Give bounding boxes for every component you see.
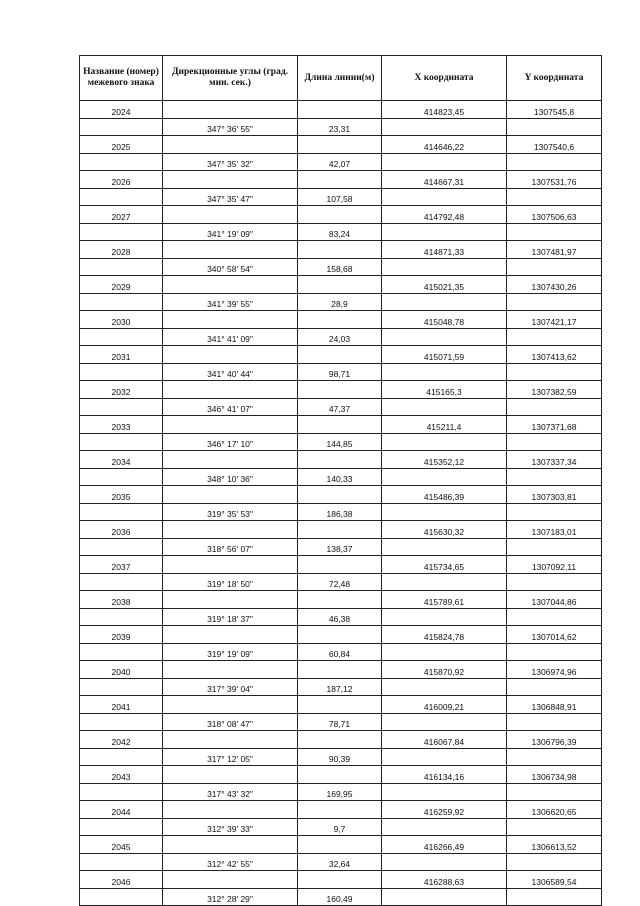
marker-name-cell-empty [80,783,163,801]
direction-angle-cell: 317° 12' 05" [163,748,298,766]
line-length-cell: 83,24 [298,223,382,241]
table-row-point [80,871,602,889]
x-coordinate-cell-empty [382,468,507,486]
table-row-point [80,206,602,224]
angle-cell-empty [163,451,298,469]
table-row-point [80,626,602,644]
angle-cell-empty [163,416,298,434]
angle-cell-empty [163,696,298,714]
direction-angle-cell: 347° 35' 47" [163,188,298,206]
y-coordinate-cell: 1307481,97 [507,241,602,259]
table-row-segment [80,678,602,696]
direction-angle-cell: 317° 39' 04" [163,678,298,696]
table-row-point [80,486,602,504]
length-cell-empty [298,276,382,294]
angle-cell-empty [163,101,298,119]
line-length-cell: 98,71 [298,363,382,381]
line-length-cell: 158,68 [298,258,382,276]
marker-name-cell-empty [80,678,163,696]
table-body [80,101,602,906]
x-coordinate-cell-empty [382,398,507,416]
direction-angle-cell: 348° 10' 36" [163,468,298,486]
y-coordinate-cell: 1307371,68 [507,416,602,434]
y-coordinate-cell-empty [507,888,602,906]
marker-name-cell-empty [80,888,163,906]
direction-angle-cell: 312° 39' 33" [163,818,298,836]
line-length-cell: 28,9 [298,293,382,311]
x-coordinate-cell-empty [382,818,507,836]
table-row-point [80,801,602,819]
y-coordinate-cell: 1307413,62 [507,346,602,364]
table-row-point [80,311,602,329]
table-row-point [80,836,602,854]
x-coordinate-cell: 415870,92 [382,661,507,679]
table-row-segment [80,223,602,241]
angle-cell-empty [163,661,298,679]
table-row-point [80,766,602,784]
header-direction-angle: Дирекционные углы (град. мин. сек.) [163,56,298,101]
x-coordinate-cell: 415021,35 [382,276,507,294]
y-coordinate-cell: 1306734,98 [507,766,602,784]
table-row-segment [80,608,602,626]
direction-angle-cell: 319° 19' 09" [163,643,298,661]
marker-name-cell-empty [80,608,163,626]
x-coordinate-cell: 415211,4 [382,416,507,434]
direction-angle-cell: 347° 36' 55" [163,118,298,136]
x-coordinate-cell-empty [382,258,507,276]
marker-name-cell-empty [80,643,163,661]
length-cell-empty [298,171,382,189]
angle-cell-empty [163,591,298,609]
table-row-segment [80,748,602,766]
length-cell-empty [298,136,382,154]
x-coordinate-cell: 416067,84 [382,731,507,749]
length-cell-empty [298,801,382,819]
line-length-cell: 46,38 [298,608,382,626]
x-coordinate-cell: 415165,3 [382,381,507,399]
marker-name-cell-empty [80,118,163,136]
table-row-segment [80,503,602,521]
x-coordinate-cell: 416134,16 [382,766,507,784]
marker-name-cell: 2036 [80,521,163,539]
length-cell-empty [298,626,382,644]
marker-name-cell: 2039 [80,626,163,644]
table-row-point [80,241,602,259]
table-row-segment [80,258,602,276]
table-row-segment [80,713,602,731]
direction-angle-cell: 312° 28' 29" [163,888,298,906]
angle-cell-empty [163,486,298,504]
y-coordinate-cell: 1307044,86 [507,591,602,609]
angle-cell-empty [163,346,298,364]
y-coordinate-cell: 1306974,96 [507,661,602,679]
header-y-coordinate: Y координата [507,56,602,101]
marker-name-cell: 2029 [80,276,163,294]
marker-name-cell-empty [80,538,163,556]
x-coordinate-cell: 415352,12 [382,451,507,469]
x-coordinate-cell-empty [382,748,507,766]
table-row-point [80,136,602,154]
table-row-segment [80,783,602,801]
x-coordinate-cell-empty [382,888,507,906]
length-cell-empty [298,451,382,469]
length-cell-empty [298,591,382,609]
table-row-segment [80,433,602,451]
y-coordinate-cell-empty [507,783,602,801]
x-coordinate-cell-empty [382,573,507,591]
line-length-cell: 90,39 [298,748,382,766]
table-row-segment [80,118,602,136]
angle-cell-empty [163,381,298,399]
marker-name-cell: 2046 [80,871,163,889]
marker-name-cell-empty [80,468,163,486]
marker-name-cell-empty [80,713,163,731]
y-coordinate-cell: 1307430,26 [507,276,602,294]
table-row-point [80,381,602,399]
y-coordinate-cell-empty [507,643,602,661]
boundary-coordinates-table [79,55,602,906]
y-coordinate-cell: 1307092,11 [507,556,602,574]
length-cell-empty [298,766,382,784]
table-row-segment [80,853,602,871]
table-row-point [80,661,602,679]
angle-cell-empty [163,171,298,189]
y-coordinate-cell-empty [507,433,602,451]
length-cell-empty [298,556,382,574]
y-coordinate-cell: 1307545,8 [507,101,602,119]
direction-angle-cell: 341° 40' 44" [163,363,298,381]
line-length-cell: 107,58 [298,188,382,206]
y-coordinate-cell: 1306613,52 [507,836,602,854]
length-cell-empty [298,871,382,889]
y-coordinate-cell-empty [507,153,602,171]
line-length-cell: 78,71 [298,713,382,731]
x-coordinate-cell: 415789,61 [382,591,507,609]
x-coordinate-cell-empty [382,223,507,241]
marker-name-cell-empty [80,153,163,171]
line-length-cell: 140,33 [298,468,382,486]
y-coordinate-cell-empty [507,328,602,346]
marker-name-cell: 2038 [80,591,163,609]
marker-name-cell: 2041 [80,696,163,714]
table-row-point [80,346,602,364]
header-x-coordinate: X координата [382,56,507,101]
length-cell-empty [298,696,382,714]
y-coordinate-cell-empty [507,818,602,836]
direction-angle-cell: 319° 18' 37" [163,608,298,626]
x-coordinate-cell-empty [382,713,507,731]
length-cell-empty [298,206,382,224]
y-coordinate-cell: 1306620,65 [507,801,602,819]
length-cell-empty [298,346,382,364]
direction-angle-cell: 341° 41' 09" [163,328,298,346]
x-coordinate-cell: 415048,78 [382,311,507,329]
direction-angle-cell: 341° 39' 55" [163,293,298,311]
table-row-segment [80,888,602,906]
y-coordinate-cell: 1306796,39 [507,731,602,749]
y-coordinate-cell-empty [507,853,602,871]
angle-cell-empty [163,556,298,574]
marker-name-cell: 2024 [80,101,163,119]
table-row-point [80,276,602,294]
x-coordinate-cell-empty [382,293,507,311]
x-coordinate-cell-empty [382,433,507,451]
table-row-point [80,451,602,469]
length-cell-empty [298,836,382,854]
x-coordinate-cell-empty [382,503,507,521]
y-coordinate-cell-empty [507,398,602,416]
table-row-segment [80,328,602,346]
table-header [80,56,602,101]
length-cell-empty [298,416,382,434]
table-row-point [80,731,602,749]
x-coordinate-cell-empty [382,538,507,556]
y-coordinate-cell-empty [507,363,602,381]
x-coordinate-cell-empty [382,608,507,626]
marker-name-cell-empty [80,188,163,206]
x-coordinate-cell-empty [382,328,507,346]
line-length-cell: 23,31 [298,118,382,136]
angle-cell-empty [163,521,298,539]
marker-name-cell-empty [80,503,163,521]
x-coordinate-cell: 416259,92 [382,801,507,819]
direction-angle-cell: 319° 18' 50" [163,573,298,591]
table-row-segment [80,293,602,311]
table-row-segment [80,573,602,591]
marker-name-cell: 2028 [80,241,163,259]
direction-angle-cell: 346° 41' 07" [163,398,298,416]
x-coordinate-cell-empty [382,188,507,206]
marker-name-cell-empty [80,328,163,346]
marker-name-cell: 2030 [80,311,163,329]
x-coordinate-cell: 415071,59 [382,346,507,364]
length-cell-empty [298,486,382,504]
marker-name-cell: 2045 [80,836,163,854]
marker-name-cell: 2031 [80,346,163,364]
length-cell-empty [298,311,382,329]
table-row-segment [80,188,602,206]
x-coordinate-cell: 415734,65 [382,556,507,574]
table-row-segment [80,153,602,171]
table-row-segment [80,363,602,381]
direction-angle-cell: 319° 35' 53" [163,503,298,521]
y-coordinate-cell: 1307421,17 [507,311,602,329]
line-length-cell: 169,95 [298,783,382,801]
x-coordinate-cell: 414823,45 [382,101,507,119]
direction-angle-cell: 347° 35' 32" [163,153,298,171]
x-coordinate-cell: 414667,31 [382,171,507,189]
table-row-point [80,556,602,574]
angle-cell-empty [163,731,298,749]
angle-cell-empty [163,206,298,224]
angle-cell-empty [163,241,298,259]
line-length-cell: 9,7 [298,818,382,836]
x-coordinate-cell-empty [382,118,507,136]
length-cell-empty [298,521,382,539]
marker-name-cell: 2027 [80,206,163,224]
y-coordinate-cell-empty [507,468,602,486]
table-row-segment [80,643,602,661]
x-coordinate-cell-empty [382,783,507,801]
table-row-segment [80,538,602,556]
length-cell-empty [298,731,382,749]
x-coordinate-cell-empty [382,853,507,871]
y-coordinate-cell: 1307531,76 [507,171,602,189]
x-coordinate-cell: 415824,78 [382,626,507,644]
line-length-cell: 42,07 [298,153,382,171]
y-coordinate-cell: 1306589,54 [507,871,602,889]
marker-name-cell: 2035 [80,486,163,504]
table-row-segment [80,818,602,836]
table-row-point [80,101,602,119]
length-cell-empty [298,661,382,679]
header-marker-name: Название (номер) межевого знака [80,56,163,101]
direction-angle-cell: 340° 58' 54" [163,258,298,276]
y-coordinate-cell-empty [507,678,602,696]
y-coordinate-cell: 1307506,63 [507,206,602,224]
table-row-point [80,521,602,539]
marker-name-cell: 2040 [80,661,163,679]
line-length-cell: 24,03 [298,328,382,346]
y-coordinate-cell-empty [507,258,602,276]
table-row-segment [80,468,602,486]
angle-cell-empty [163,136,298,154]
y-coordinate-cell-empty [507,293,602,311]
line-length-cell: 60,84 [298,643,382,661]
header-line-length: Длина линии(м) [298,56,382,101]
y-coordinate-cell: 1307183,01 [507,521,602,539]
table-row-point [80,591,602,609]
x-coordinate-cell: 415630,32 [382,521,507,539]
marker-name-cell-empty [80,293,163,311]
x-coordinate-cell: 416009,21 [382,696,507,714]
y-coordinate-cell: 1307382,59 [507,381,602,399]
marker-name-cell-empty [80,748,163,766]
length-cell-empty [298,381,382,399]
x-coordinate-cell: 414792,48 [382,206,507,224]
x-coordinate-cell-empty [382,153,507,171]
marker-name-cell: 2034 [80,451,163,469]
line-length-cell: 47,37 [298,398,382,416]
table-row-segment [80,398,602,416]
direction-angle-cell: 346° 17' 10" [163,433,298,451]
y-coordinate-cell-empty [507,538,602,556]
y-coordinate-cell-empty [507,608,602,626]
line-length-cell: 186,38 [298,503,382,521]
angle-cell-empty [163,801,298,819]
y-coordinate-cell-empty [507,573,602,591]
length-cell-empty [298,101,382,119]
y-coordinate-cell-empty [507,223,602,241]
marker-name-cell-empty [80,573,163,591]
y-coordinate-cell: 1307303,81 [507,486,602,504]
line-length-cell: 32,64 [298,853,382,871]
x-coordinate-cell: 415486,39 [382,486,507,504]
direction-angle-cell: 318° 56' 07" [163,538,298,556]
table-row-point [80,416,602,434]
y-coordinate-cell-empty [507,503,602,521]
y-coordinate-cell-empty [507,713,602,731]
direction-angle-cell: 341° 19' 09" [163,223,298,241]
x-coordinate-cell: 414871,33 [382,241,507,259]
x-coordinate-cell-empty [382,363,507,381]
direction-angle-cell: 312° 42' 55" [163,853,298,871]
length-cell-empty [298,241,382,259]
marker-name-cell: 2025 [80,136,163,154]
line-length-cell: 187,12 [298,678,382,696]
y-coordinate-cell-empty [507,188,602,206]
table-row-point [80,696,602,714]
direction-angle-cell: 317° 43' 32" [163,783,298,801]
angle-cell-empty [163,836,298,854]
x-coordinate-cell-empty [382,643,507,661]
x-coordinate-cell: 416266,49 [382,836,507,854]
x-coordinate-cell: 414646,22 [382,136,507,154]
marker-name-cell-empty [80,258,163,276]
y-coordinate-cell-empty [507,748,602,766]
line-length-cell: 72,48 [298,573,382,591]
marker-name-cell: 2044 [80,801,163,819]
marker-name-cell-empty [80,818,163,836]
direction-angle-cell: 318° 08' 47" [163,713,298,731]
line-length-cell: 144,85 [298,433,382,451]
angle-cell-empty [163,871,298,889]
table-row-point [80,171,602,189]
y-coordinate-cell: 1307540,6 [507,136,602,154]
marker-name-cell-empty [80,363,163,381]
y-coordinate-cell: 1306848,91 [507,696,602,714]
marker-name-cell-empty [80,433,163,451]
marker-name-cell: 2043 [80,766,163,784]
marker-name-cell-empty [80,853,163,871]
y-coordinate-cell: 1307337,34 [507,451,602,469]
x-coordinate-cell: 416288,63 [382,871,507,889]
marker-name-cell: 2032 [80,381,163,399]
angle-cell-empty [163,766,298,784]
marker-name-cell: 2026 [80,171,163,189]
marker-name-cell: 2037 [80,556,163,574]
marker-name-cell: 2033 [80,416,163,434]
marker-name-cell: 2042 [80,731,163,749]
marker-name-cell-empty [80,223,163,241]
x-coordinate-cell-empty [382,678,507,696]
angle-cell-empty [163,276,298,294]
line-length-cell: 138,37 [298,538,382,556]
y-coordinate-cell-empty [507,118,602,136]
y-coordinate-cell: 1307014,62 [507,626,602,644]
angle-cell-empty [163,311,298,329]
line-length-cell: 160,49 [298,888,382,906]
marker-name-cell-empty [80,398,163,416]
angle-cell-empty [163,626,298,644]
